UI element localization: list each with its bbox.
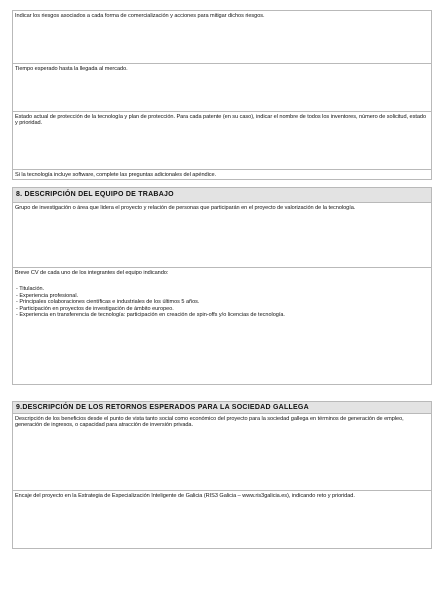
section-9-table bbox=[12, 401, 432, 549]
section-9-title: 9.DESCRIPCIÓN DE LOS RETORNOS ESPERADOS PARA LA SOCIEDAD GALLEGA bbox=[13, 402, 431, 414]
section-8-table bbox=[12, 187, 432, 385]
protection-field[interactable] bbox=[13, 111, 431, 170]
list-item: - Participación en proyectos de investigación de ámbito europeo. bbox=[16, 306, 285, 313]
list-item: - Experiencia profesional. bbox=[16, 293, 285, 300]
ris3-field[interactable] bbox=[13, 490, 431, 551]
time-to-market-field[interactable] bbox=[13, 63, 431, 112]
time-to-market-label: Tiempo esperado hasta la llegada al mercado. bbox=[15, 66, 128, 72]
risks-field[interactable] bbox=[13, 11, 431, 63]
list-item: - Experiencia en transferencia de tecnología: participación en creación de spin-offs y/o licencias de tecnología. bbox=[16, 312, 285, 319]
list-item: - Principales colaboraciones científicas e industriales de los últimos 5 años. bbox=[16, 299, 285, 306]
software-field[interactable] bbox=[13, 169, 431, 182]
group-field[interactable] bbox=[13, 203, 431, 267]
protection-label: Estado actual de protección de la tecnología y plan de protección. Para cada patente (en su caso), indicar el nombre de todos los inventores, número de solicitud, estado y prioridad. bbox=[15, 114, 427, 127]
list-item: - Titulación. bbox=[16, 286, 285, 293]
risks-label: Indicar los riesgos asociados a cada forma de comercialización y acciones para mitigar dichos riesgos. bbox=[15, 13, 265, 19]
benefits-label: Descripción de los beneficios desde el punto de vista tanto social como económico del proyecto para la sociedad gallega en términos de generación de empleo, generación de ingresos, o capacidad para atracción de inversión privada. bbox=[15, 416, 404, 429]
cv-intro-label: Breve CV de cada uno de los integrantes del equipo indicando: bbox=[15, 270, 169, 276]
cv-requirements-list bbox=[16, 286, 285, 319]
cv-field[interactable] bbox=[13, 267, 431, 387]
group-label: Grupo de investigación o área que lidera el proyecto y relación de personas que participarán en el proyecto de valorización de la tecnología. bbox=[15, 205, 356, 211]
software-label: Si la tecnología incluye software, complete las preguntas adicionales del apéndice. bbox=[15, 172, 217, 178]
section-7-table bbox=[12, 10, 432, 180]
ris3-label: Encaje del proyecto en la Estrategia de Especialización Inteligente de Galicia (RIS3 Galicia – www.ris3galicia.es), indicando reto y prioridad. bbox=[15, 493, 355, 499]
section-8-title: 8. DESCRIPCIÓN DEL EQUIPO DE TRABAJO bbox=[13, 188, 431, 203]
benefits-field[interactable] bbox=[13, 414, 431, 490]
